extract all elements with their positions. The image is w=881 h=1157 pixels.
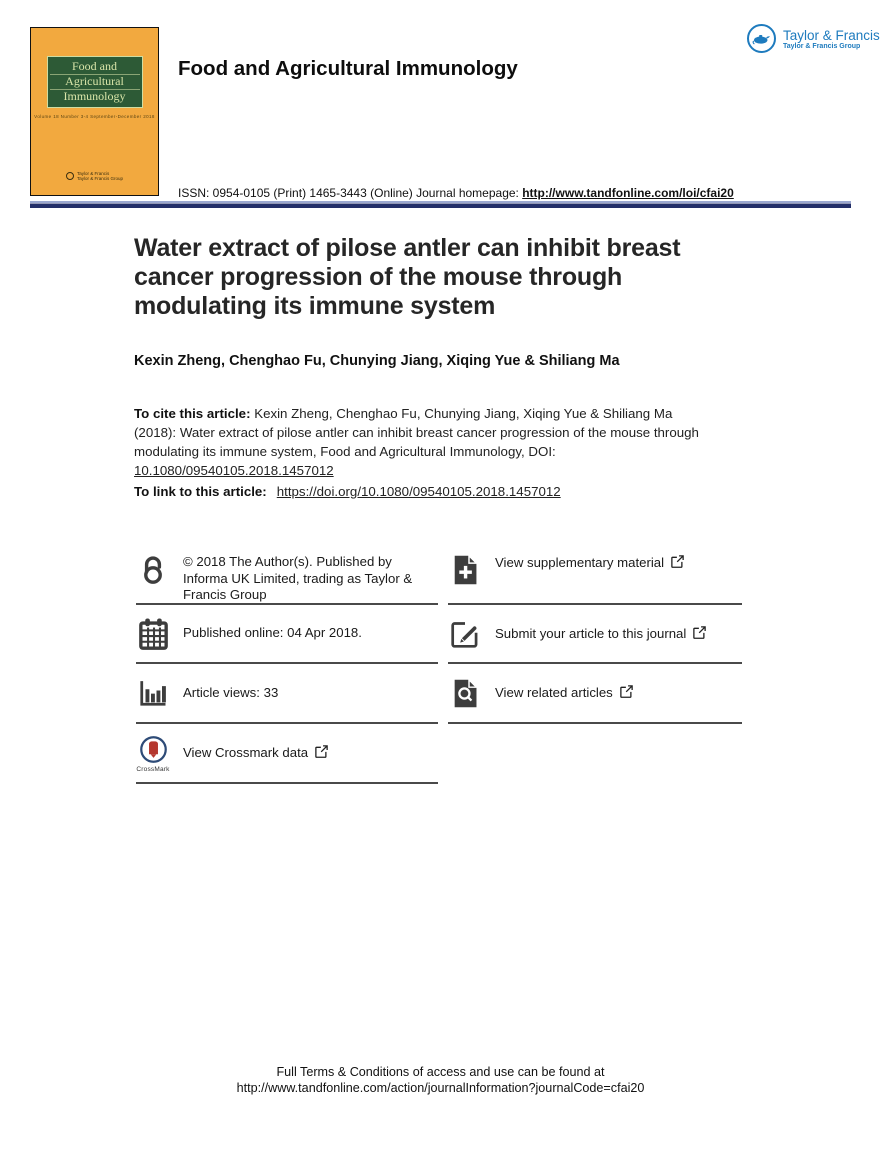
taylor-francis-name: Taylor & Francis bbox=[783, 27, 880, 43]
article-info-grid bbox=[136, 545, 742, 784]
journal-title: Food and Agricultural Immunology bbox=[178, 57, 518, 80]
info-grid-left-column bbox=[136, 545, 438, 784]
terms-footer bbox=[0, 1064, 881, 1096]
link-label: To link to this article: bbox=[134, 484, 267, 499]
article-doi-link[interactable]: https://doi.org/10.1080/09540105.2018.1457012 bbox=[276, 484, 561, 499]
cover-title-box bbox=[47, 56, 143, 108]
header-divider-rule bbox=[30, 201, 851, 208]
cover-volume-line: Volume 18 Number 3-4 September-December 2018 bbox=[34, 114, 155, 119]
cover-title-line: Immunology bbox=[63, 89, 126, 103]
related-articles-row bbox=[448, 664, 742, 724]
journal-homepage-link[interactable]: http://www.tandfonline.com/loi/cfai20 bbox=[522, 186, 734, 200]
journal-cover-thumbnail bbox=[30, 27, 159, 196]
terms-line: Full Terms & Conditions of access and use can be found at bbox=[276, 1065, 605, 1079]
article-link-line bbox=[134, 484, 734, 499]
cite-label: To cite this article: bbox=[134, 406, 251, 421]
article-title: Water extract of pilose antler can inhibit breast cancer progression of the mouse through modulating its immune system bbox=[134, 234, 681, 320]
info-grid-right-column bbox=[448, 545, 742, 784]
cite-doi-link[interactable]: 10.1080/09540105.2018.1457012 bbox=[134, 463, 334, 478]
publisher-stamp-text: Taylor & Francis Taylor & Francis Group bbox=[76, 171, 123, 181]
issn-line bbox=[178, 186, 734, 200]
taylor-francis-logo bbox=[747, 24, 880, 53]
bar-chart-icon bbox=[136, 678, 170, 708]
supplementary-material-icon bbox=[448, 554, 482, 586]
external-link-icon bbox=[619, 684, 634, 699]
external-link-icon bbox=[670, 554, 685, 569]
open-access-icon bbox=[136, 554, 170, 586]
cover-title-line: Agricultural bbox=[50, 75, 140, 90]
published-online-text: Published online: 04 Apr 2018. bbox=[183, 625, 362, 641]
empty-cell bbox=[448, 724, 742, 784]
citation-paragraph bbox=[134, 404, 712, 480]
license-row bbox=[136, 545, 438, 605]
submit-row bbox=[448, 605, 742, 664]
submit-article-icon bbox=[448, 618, 482, 650]
view-crossmark-link[interactable]: View Crossmark data bbox=[183, 744, 329, 762]
external-link-icon bbox=[314, 744, 329, 759]
crossmark-row bbox=[136, 724, 438, 784]
submit-article-link[interactable]: Submit your article to this journal bbox=[495, 625, 707, 643]
cover-publisher-stamp bbox=[31, 171, 158, 181]
cover-title-line: Food and bbox=[50, 60, 140, 75]
cite-text: Kexin Zheng, Chenghao Fu, Chunying Jiang, Xiqing Yue & Shiliang Ma (2018): Water extract of pilose antler can inhibit breast cancer progression of the mouse through modulating its immune system, Food and Agricultural Immunology, DOI: bbox=[134, 406, 699, 459]
view-supplementary-link[interactable]: View supplementary material bbox=[495, 554, 685, 572]
taylor-francis-group: Taylor & Francis Group bbox=[783, 42, 861, 50]
article-views-text: Article views: 33 bbox=[183, 684, 279, 700]
crossmark-caption: CrossMark bbox=[136, 765, 170, 773]
publisher-stamp-icon bbox=[66, 172, 74, 180]
terms-url[interactable]: http://www.tandfonline.com/action/journalInformation?journalCode=cfai20 bbox=[236, 1081, 645, 1095]
crossmark-icon bbox=[136, 734, 170, 773]
related-articles-icon bbox=[448, 678, 482, 709]
published-online-row bbox=[136, 605, 438, 664]
article-views-row bbox=[136, 664, 438, 724]
external-link-icon bbox=[692, 625, 707, 640]
taylor-francis-lamp-icon bbox=[747, 24, 776, 53]
calendar-icon bbox=[136, 617, 170, 651]
article-authors: Kexin Zheng, Chenghao Fu, Chunying Jiang, Xiqing Yue & Shiliang Ma bbox=[134, 353, 620, 369]
supplementary-row bbox=[448, 545, 742, 605]
view-related-link[interactable]: View related articles bbox=[495, 684, 634, 702]
issn-text: ISSN: 0954-0105 (Print) 1465-3443 (Online) Journal homepage: bbox=[178, 186, 523, 200]
license-text: © 2018 The Author(s). Published by Informa UK Limited, trading as Taylor & Francis Group bbox=[183, 554, 413, 602]
